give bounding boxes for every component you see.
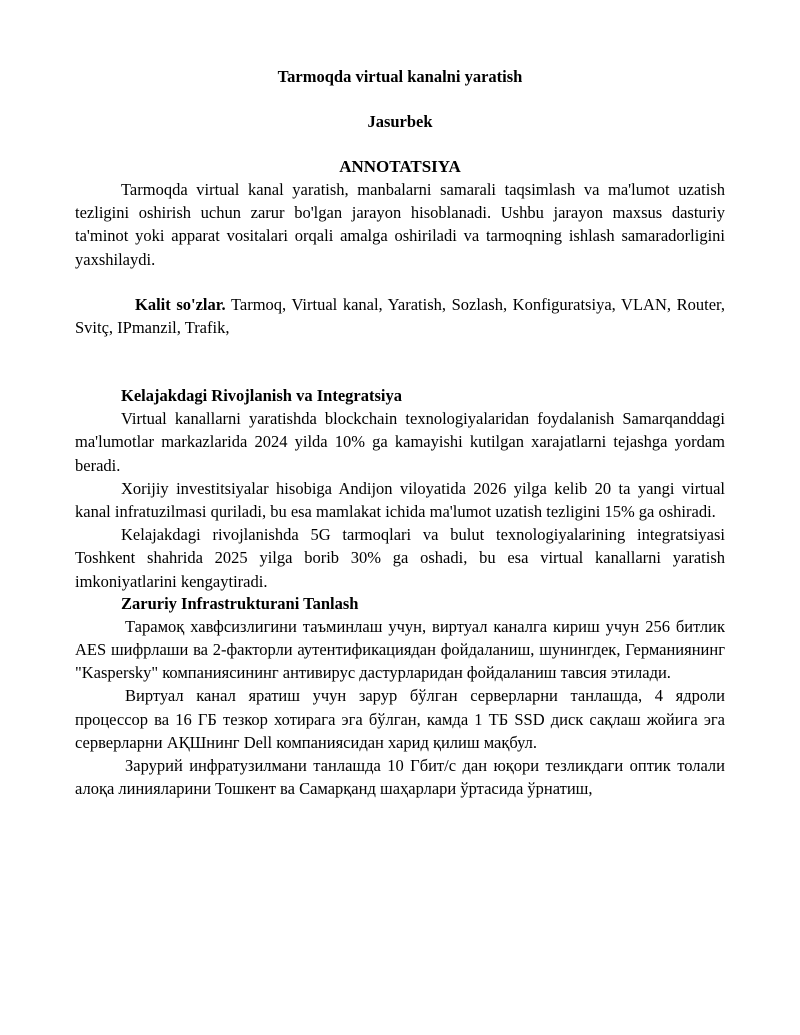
keywords-text: Tarmoq, Virtual kanal, Yaratish, Sozlash, Konfiguratsiya, VLAN, Router, Svitç, IPmanzil, Trafik, (75, 294, 725, 338)
document-page (75, 66, 725, 800)
section-infrastructure (75, 593, 725, 801)
abstract-heading: ANNOTATSIYA (339, 157, 461, 176)
section-paragraph: Тарамоқ хавфсизлигини таъминлаш учун, виртуал каналга кириш учун 256 битлик AES шифрлаши ва 2-факторли аутентификациядан фойдаланиш, шунингдек, Германиянинг "Kaspersky" компаниясининг антивирус дастурларидан фойдаланиш тавсия этилади. (75, 616, 725, 683)
section-heading: Zaruriy Infrastrukturani Tanlash (121, 593, 359, 613)
section-paragraph: Зарурий инфратузилмани танлашда 10 Гбит/с дан юқори тезликдаги оптик толали алоқа линияларини Тошкент ва Самарқанд шаҳарлари ўртасида ўрнатиш, (75, 756, 725, 799)
section-paragraph: Виртуал канал яратиш учун зарур бўлган серверларни танлашда, 4 ядроли процессор ва 16 ГБ тезкор хотирага эга бўлган, камда 1 ТБ SSD диск сақлаш жойига эга серверларни АҚШнинг Dell компаниясидан харид қилиш мақбул. (75, 686, 725, 752)
document-title: Tarmoqda virtual kanalni yaratish (277, 67, 523, 86)
section-heading: Kelajakdagi Rivojlanish va Integratsiya (121, 386, 402, 406)
author-name: Jasurbek (367, 112, 433, 131)
keywords-label: Kalit so'zlar. (135, 294, 226, 314)
section-paragraph: Xorijiy investitsiyalar hisobiga Andijon viloyatida 2026 yilga kelib 20 ta yangi virtual kanal infratuzilmasi quriladi, bu esa mamlakat ichida ma'lumot uzatish tezligini 15% ga oshiradi. (75, 478, 725, 522)
section-paragraph: Kelajakdagi rivojlanishda 5G tarmoqlari va bulut texnologiyalarining integratsiyasi Toshkent shahrida 2025 yilga borib 30% ga oshadi, bu esa virtual kanallarni yaratish imkoniyatlarini kengaytiradi. (75, 525, 725, 591)
keywords-paragraph (75, 293, 725, 339)
section-future-development (75, 385, 725, 593)
abstract-text: Tarmoqda virtual kanal yaratish, manbalarni samarali taqsimlash va ma'lumot uzatish tezligini oshirish uchun zarur bo'lgan jarayon hisoblanadi. Ushbu jarayon maxsus dasturiy ta'minot yoki apparat vositalari orqali amalga oshiriladi va tarmoqning ishlash samaradorligini yaxshilaydi. (75, 180, 725, 269)
section-paragraph: Virtual kanallarni yaratishda blockchain texnologiyalaridan foydalanish Samarqanddagi ma'lumotlar markazlarida 2024 yilda 10% ga kamayishi kutilgan xarajatlarni tejashga yordam beradi. (75, 409, 725, 475)
